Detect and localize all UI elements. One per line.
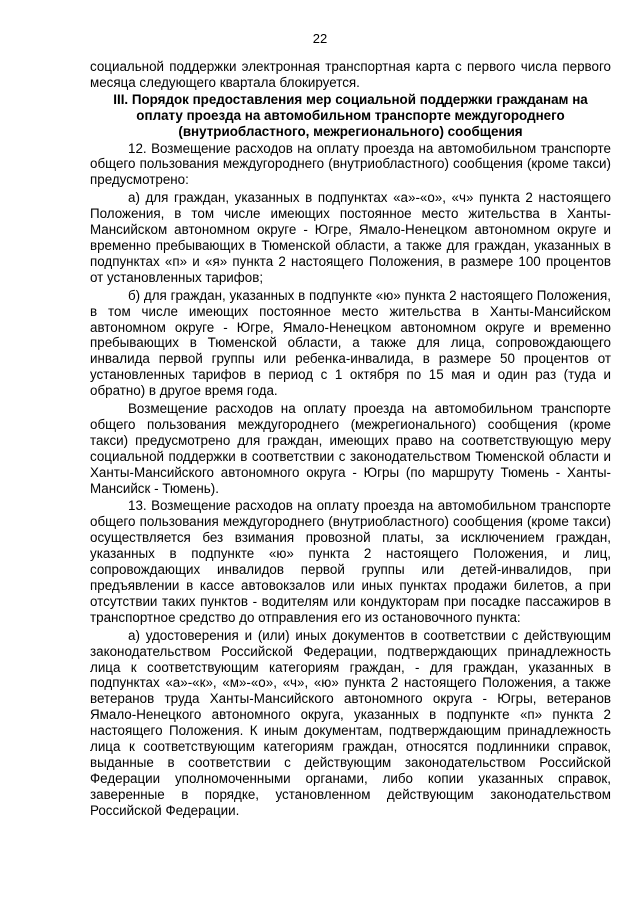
paragraph-12-a: а) для граждан, указанных в подпунктах «а»-«о», «ч» пункта 2 настоящего Положения, в том числе имеющих постоянное место жительства в Ханты-Мансийском автономном округе - Югре, Ямало-Ненецком автономном округе и временно пребывающих в Тюменской области, а также для граждан, указанных в подпунктах «п» и «я» пункта 2 настоящего Положения, в размере 100 процентов от установленных тарифов;: [90, 190, 611, 285]
section-heading: III. Порядок предоставления мер социальной поддержки гражданам на оплату проезда на автомобильном транспорте междугороднего (внутриобластного, межрегионального) сообщения: [113, 91, 588, 139]
page-number: 22: [312, 31, 328, 46]
paragraph-13-a: а) удостоверения и (или) иных документов в соответствии с действующим законодательством Российской Федерации, подтверждающих принадлежность лица к соответствующим категориям граждан, - для граждан, указанных в подпунктах «а»-«к», «м»-«о», «ч», «ю» пункта 2 настоящего Положения, а также ветеранов труда Ханты-Мансийского автономного округа - Югры, ветеранов Ямало-Ненецкого автономного округа, указанных в подпункте «п» пункта 2 настоящего Положения. К иным документам, подтверждающим принадлежность лица к соответствующим категориям граждан, относятся подлинники справок, выданные в соответствии с действующим законодательством Российской Федерации уполномоченными органами, либо копии указанных справок, заверенные в порядке, установленном действующим законодательством Российской Федерации.: [90, 627, 611, 818]
paragraph-12-b: б) для граждан, указанных в подпункте «ю» пункта 2 настоящего Положения, в том числе имеющих постоянное место жительства в Ханты-Мансийском автономном округе - Югре, Ямало-Ненецком автономном округе и временно пребывающих в Тюменской области, а также для лица, сопровождающего инвалида первой группы или ребенка-инвалида, в размере 50 процентов от установленных тарифов в период с 1 октября по 15 мая и один раз (туда и обратно) в другое время года.: [90, 287, 611, 399]
paragraph-12: 12. Возмещение расходов на оплату проезда на автомобильном транспорте общего пользования междугороднего (внутриобластного) сообщения (кроме такси) предусмотрено:: [90, 140, 611, 188]
paragraph-12-intercity: Возмещение расходов на оплату проезда на автомобильном транспорте общего пользования междугороднего (межрегионального) сообщения (кроме такси) предусмотрено для граждан, имеющих право на соответствующую меру социальной поддержки в соответствии с законодательством Тюменской области и Ханты-Мансийского автономного округа - Югры (по маршруту Тюмень - Ханты-Мансийск - Тюмень).: [90, 401, 611, 496]
paragraph-13: 13. Возмещение расходов на оплату проезда на автомобильном транспорте общего пользования междугороднего (внутриобластного) сообщения (кроме такси) осуществляется без взимания провозной платы, за исключением граждан, указанных в подпункте «ю» пункта 2 настоящего Положения, и лиц, сопровождающих инвалидов первой группы или детей-инвалидов, при предъявлении в кассе автовокзалов или иных пунктах продажи билетов, а при отсутствии таких пунктов - водителям или кондукторам при посадке пассажиров в транспортное средство до отправления его из остановочного пункта:: [90, 498, 611, 625]
document-body: [90, 59, 611, 819]
intro-paragraph: социальной поддержки электронная транспортная карта с первого числа первого месяца следующего квартала блокируется.: [90, 59, 611, 90]
